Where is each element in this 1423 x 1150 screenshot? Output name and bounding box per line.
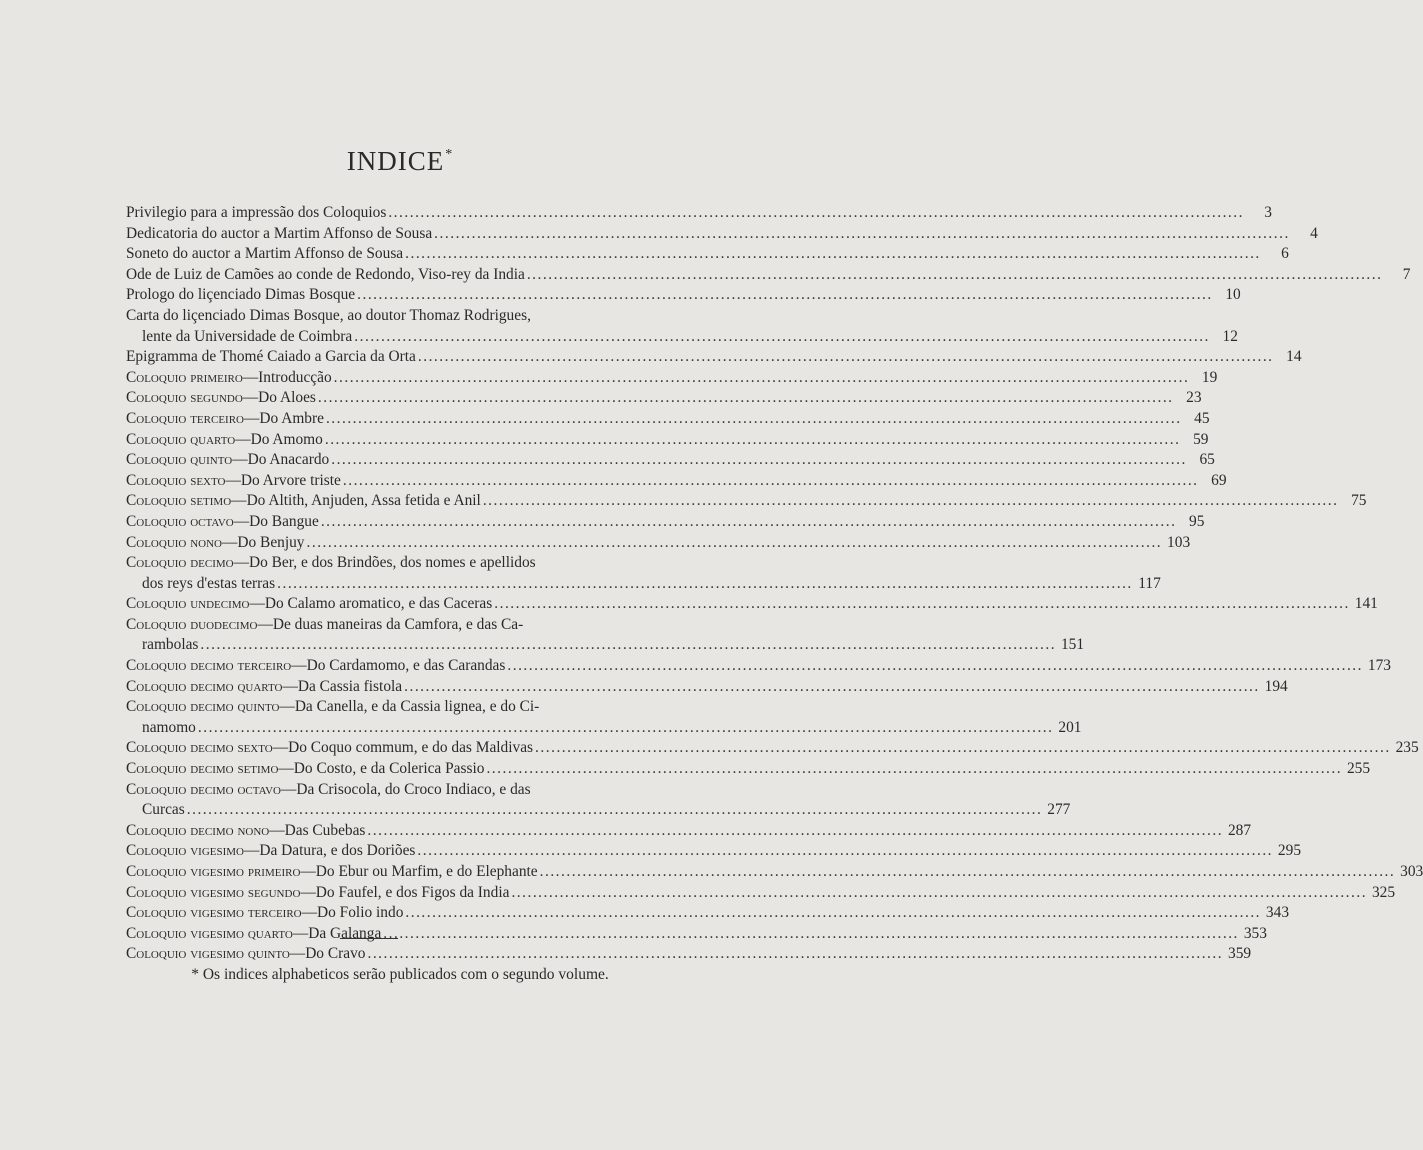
entry-title: Coloquio nono—Do Benjuy: [126, 533, 305, 551]
page-number: 3: [1264, 204, 1272, 221]
page-number: 59: [1193, 430, 1209, 448]
page-number: 201: [1058, 718, 1082, 736]
dot-leader: ................................................................................................................................................................: [306, 533, 1163, 551]
dot-leader: ................................................................................................................................................................: [367, 945, 1224, 963]
dot-leader: ................................................................................................................................................................: [417, 842, 1274, 860]
page-number: 7: [1402, 265, 1411, 283]
page-number: 69: [1211, 471, 1227, 489]
dot-leader: ................................................................................................................................................................: [342, 471, 1199, 489]
entry-title: Coloquio quinto—Do Anacardo: [126, 451, 330, 469]
page-number: 95: [1189, 512, 1205, 530]
toc-entry: [126, 656, 1391, 677]
entry-title: dos reys d'estas terras: [142, 574, 276, 592]
page-number: 14: [1286, 348, 1302, 366]
entry-title: Coloquio quarto—Do Amomo: [126, 430, 323, 448]
dot-leader: ................................................................................................................................................................: [404, 677, 1260, 695]
entry-title: Coloquio vigesimo—Da Datura, e dos Doriões: [126, 842, 416, 860]
page-number: 173: [1367, 657, 1391, 675]
toc-entry: [126, 430, 1209, 451]
footnote: * Os indices alphabeticos serão publicados com o segundo volume.: [191, 966, 609, 983]
dot-leader: ................................................................................................................................................................: [482, 492, 1339, 510]
page-number: 6: [1281, 245, 1289, 263]
page-number: 12: [1222, 327, 1238, 345]
entry-title: Coloquio decimo octavo—Da Crisocola, do Croco Indiaco, e das: [126, 780, 531, 798]
dot-leader: ................................................................................................................................................................: [324, 430, 1181, 448]
page-number: 287: [1227, 821, 1252, 839]
toc-entry: [126, 594, 1378, 615]
toc-entry: [126, 533, 1191, 554]
toc-entry: [126, 203, 1272, 224]
toc-entry: [126, 924, 1267, 945]
entry-title: Coloquio undecimo—Do Calamo aromatico, e das Caceras: [126, 595, 493, 613]
toc-entry: [126, 615, 1085, 656]
entry-title: namomo: [142, 718, 196, 736]
dot-leader: ................................................................................................................................................................: [197, 718, 1054, 736]
page-title: [0, 146, 800, 177]
dot-leader: ................................................................................................................................................................: [325, 409, 1182, 427]
dot-leader: ................................................................................................................................................................: [486, 760, 1343, 778]
page-number: 10: [1225, 286, 1241, 304]
toc-entry: [126, 821, 1252, 842]
dot-leader: ................................................................................................................................................................: [277, 574, 1133, 592]
toc-entry: [126, 368, 1218, 389]
toc-entry: [126, 512, 1205, 533]
toc-entry: [126, 306, 1238, 347]
toc-entry: [126, 471, 1227, 492]
dot-leader: ................................................................................................................................................................: [434, 224, 1290, 242]
dot-leader: ................................................................................................................................................................: [320, 512, 1177, 530]
entry-title: Coloquio primeiro—Introducção: [126, 368, 332, 386]
page-number: 151: [1060, 636, 1085, 654]
entry-title: Coloquio segundo—Do Aloes: [126, 389, 316, 407]
dot-leader: ................................................................................................................................................................: [405, 904, 1262, 922]
dot-leader: ................................................................................................................................................................: [333, 368, 1190, 386]
entry-title: Carta do liçenciado Dimas Bosque, ao doutor Thomaz Rodrigues,: [126, 306, 531, 324]
dot-leader: ................................................................................................................................................................: [494, 595, 1350, 613]
toc-entry: [126, 491, 1367, 512]
page-number: 141: [1354, 595, 1378, 613]
entry-title: Coloquio vigesimo quinto—Do Cravo: [126, 945, 366, 963]
entry-title: Coloquio vigesimo primeiro—Do Ebur ou Marfim, e do Elephante: [126, 863, 538, 880]
page-number: 353: [1243, 924, 1267, 942]
toc-entry: [126, 944, 1252, 965]
entry-title: Dedicatoria do auctor a Martim Affonso de Sousa: [126, 224, 433, 242]
entry-title: Coloquio octavo—Do Bangue: [126, 512, 319, 530]
page-number: 45: [1194, 409, 1210, 427]
toc-entry: [126, 265, 1411, 286]
title-text: INDICE: [346, 146, 445, 176]
toc-entry: [126, 450, 1215, 471]
dot-leader: ................................................................................................................................................................: [357, 286, 1213, 304]
dot-leader: ................................................................................................................................................................: [317, 389, 1174, 407]
toc-entry: [126, 883, 1396, 904]
toc-entry: [126, 780, 1071, 821]
entry-title: Coloquio vigesimo quarto—Da Galanga: [126, 924, 382, 942]
entry-title: Coloquio decimo quarto—Da Cassia fistola: [126, 677, 403, 695]
entry-title: Privilegio para a impressão dos Coloquios: [126, 204, 387, 221]
dot-leader: ................................................................................................................................................................: [383, 924, 1239, 942]
entry-title: Coloquio decimo—Do Ber, e dos Brindões, dos nomes e apellidos: [126, 554, 536, 572]
entry-title: Coloquio terceiro—Do Ambre: [126, 409, 324, 427]
page-number: 255: [1346, 760, 1371, 778]
entry-title: Soneto do auctor a Martim Affonso de Sousa: [126, 245, 404, 263]
entry-title: lente da Universidade de Coimbra: [142, 327, 353, 345]
dot-leader: ................................................................................................................................................................: [535, 739, 1391, 757]
toc-entry: [126, 738, 1419, 759]
page-number: 65: [1199, 451, 1215, 469]
entry-title: Epigramma de Thomé Caiado a Garcia da Orta: [126, 348, 416, 366]
page-number: 194: [1264, 677, 1288, 695]
entry-title: Coloquio duodecimo—De duas maneiras da Camfora, e das Ca-: [126, 615, 524, 633]
dot-leader: ................................................................................................................................................................: [367, 821, 1224, 839]
dot-leader: ................................................................................................................................................................: [331, 451, 1187, 469]
page-number: 103: [1167, 533, 1191, 551]
toc-entry: [126, 388, 1202, 409]
page-number: 117: [1138, 574, 1161, 592]
page-number: 359: [1228, 945, 1252, 963]
dot-leader: ................................................................................................................................................................: [507, 657, 1363, 675]
page-number: 295: [1277, 842, 1302, 860]
entry-title: Coloquio setimo—Do Altith, Anjuden, Assa fetida e Anil: [126, 492, 481, 510]
dot-leader: ................................................................................................................................................................: [200, 636, 1057, 654]
entry-title: Coloquio vigesimo terceiro—Do Folio indo: [126, 904, 404, 922]
page-number: 303: [1400, 863, 1423, 880]
dot-leader: ................................................................................................................................................................: [526, 265, 1383, 283]
page-number: 325: [1371, 883, 1396, 901]
dot-leader: ................................................................................................................................................................: [539, 863, 1396, 880]
page-number: 235: [1395, 739, 1419, 757]
toc-entry: [126, 903, 1290, 924]
page-number: 277: [1047, 801, 1071, 819]
dot-leader: ................................................................................................................................................................: [405, 245, 1261, 263]
entry-title: Coloquio decimo terceiro—Do Cardamomo, e das Carandas: [126, 657, 506, 675]
entry-title: Coloquio decimo setimo—Do Costo, e da Colerica Passio: [126, 760, 485, 778]
entry-title: rambolas: [142, 636, 199, 654]
dot-leader: ................................................................................................................................................................: [511, 883, 1368, 901]
toc-entry: [126, 759, 1371, 780]
dot-leader: ................................................................................................................................................................: [354, 327, 1210, 345]
page-number: 23: [1186, 389, 1202, 407]
page-number: 19: [1201, 368, 1218, 386]
toc-entry: [126, 862, 1423, 883]
toc-entry: [126, 285, 1241, 306]
toc-entry: [126, 244, 1289, 265]
toc-entry: [126, 224, 1318, 245]
title-footnote-mark: *: [445, 147, 454, 162]
page-number: 75: [1351, 492, 1367, 510]
entry-title: Curcas: [142, 801, 185, 819]
page-number: 4: [1310, 224, 1318, 242]
toc-entry: [126, 347, 1302, 368]
dot-leader: ................................................................................................................................................................: [388, 204, 1244, 221]
entry-title: Coloquio vigesimo segundo—Do Faufel, e dos Figos da India: [126, 883, 510, 901]
page-number: 343: [1265, 904, 1290, 922]
entry-title: Ode de Luiz de Camões ao conde de Redondo, Viso-rey da India: [126, 265, 525, 283]
divider: [340, 938, 398, 939]
toc-entry: [126, 841, 1302, 862]
dot-leader: ................................................................................................................................................................: [417, 348, 1274, 366]
toc-entry: [126, 409, 1210, 430]
toc-entry: [126, 553, 1161, 594]
entry-title: Coloquio decimo nono—Das Cubebas: [126, 821, 366, 839]
toc-entry: [126, 677, 1288, 698]
toc-entry: [126, 697, 1082, 738]
table-of-contents: [126, 203, 1423, 965]
entry-title: Coloquio sexto—Do Arvore triste: [126, 471, 341, 489]
entry-title: Coloquio decimo sexto—Do Coquo commum, e do das Maldivas: [126, 739, 534, 757]
entry-title: Prologo do liçenciado Dimas Bosque: [126, 286, 356, 304]
entry-title: Coloquio decimo quinto—Da Canella, e da Cassia lignea, e do Ci-: [126, 698, 540, 716]
dot-leader: ................................................................................................................................................................: [186, 801, 1043, 819]
